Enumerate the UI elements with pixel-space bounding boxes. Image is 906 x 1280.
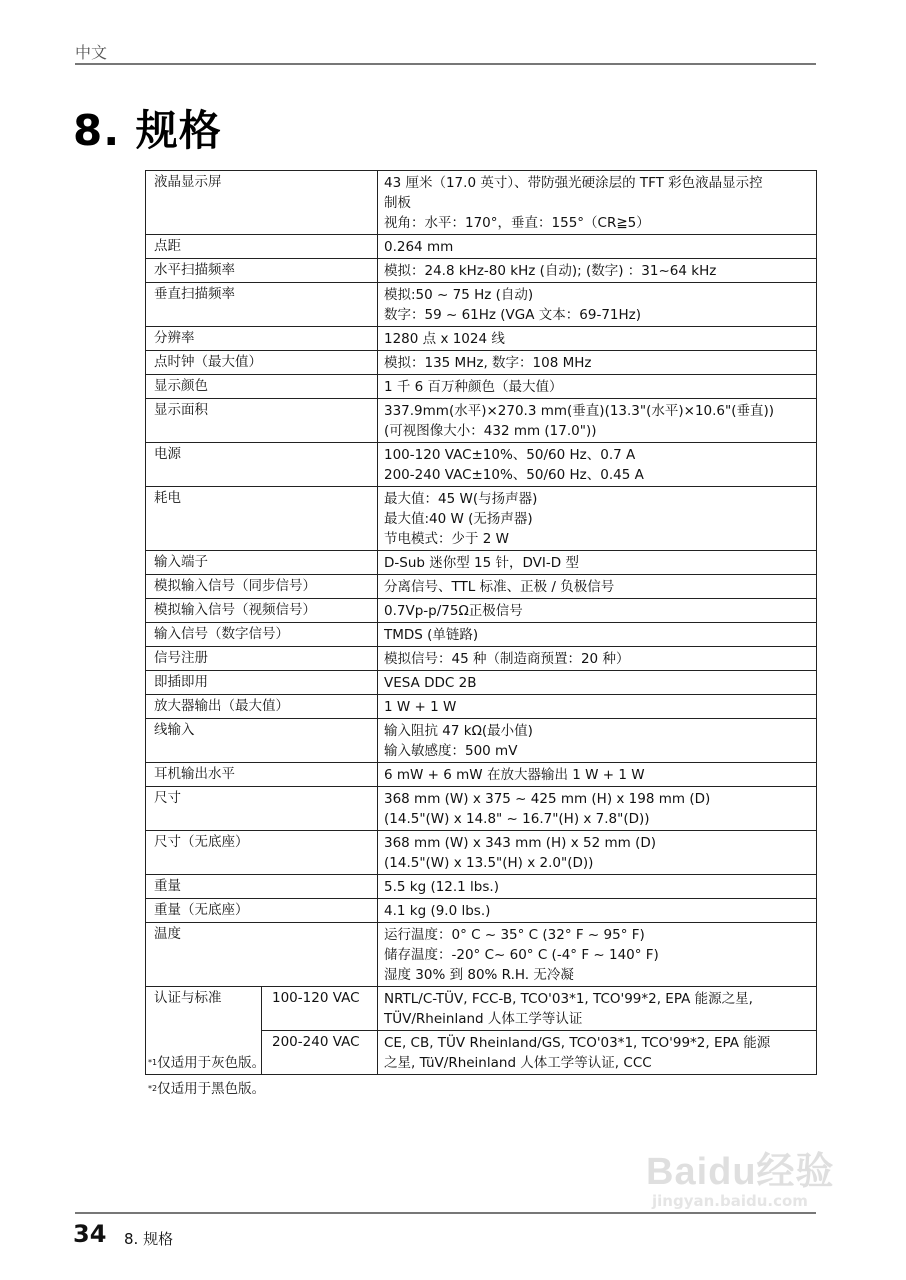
spec-label: 点距	[146, 235, 378, 259]
spec-label: 显示面积	[146, 399, 378, 443]
cert-label: 认证与标准	[146, 987, 262, 1075]
spec-value-line: 视角：水平：170°，垂直：155°（CR≧5）	[384, 215, 650, 231]
spec-value-line: 模拟：24.8 kHz-80 kHz (自动); (数字) ：31~64 kHz	[384, 263, 717, 279]
spec-row	[146, 623, 817, 647]
footnotes	[148, 1053, 265, 1105]
spec-value-line: (14.5"(W) x 14.8" ~ 16.7"(H) x 7.8"(D))	[384, 811, 650, 827]
spec-value-line: 368 mm (W) x 343 mm (H) x 52 mm (D)	[384, 835, 657, 851]
spec-value-line: 1 千 6 百万种颜色（最大值）	[384, 379, 563, 395]
spec-value-line: 最大值：45 W(与扬声器)	[384, 491, 538, 507]
spec-value-line: 制板	[384, 195, 411, 211]
spec-row	[146, 487, 817, 551]
header-language: 中文	[75, 43, 108, 62]
spec-value	[378, 171, 817, 235]
spec-table	[145, 170, 817, 1075]
spec-row	[146, 923, 817, 987]
footnote-mark: *2	[148, 1084, 158, 1093]
spec-row	[146, 399, 817, 443]
spec-label: 液晶显示屏	[146, 171, 378, 235]
spec-value	[378, 235, 817, 259]
spec-label: 尺寸（无底座）	[146, 831, 378, 875]
spec-value-line: 湿度 30% 到 80% R.H. 无冷凝	[384, 967, 574, 983]
spec-value	[378, 599, 817, 623]
spec-value-line: 337.9mm(水平)×270.3 mm(垂直)(13.3"(水平)×10.6"(垂直))	[384, 403, 775, 419]
spec-label: 耗电	[146, 487, 378, 551]
spec-label: 尺寸	[146, 787, 378, 831]
footnote-text: 仅适用于黑色版。	[157, 1081, 266, 1097]
spec-value-line: 节电模式：少于 2 W	[384, 531, 510, 547]
spec-value-line: 6 mW + 6 mW 在放大器输出 1 W + 1 W	[384, 767, 645, 783]
spec-value-line: VESA DDC 2B	[384, 675, 477, 691]
spec-value-line: 100-120 VAC±10%、50/60 Hz、0.7 A	[384, 447, 636, 463]
spec-value	[378, 623, 817, 647]
spec-value-line: 1280 点 x 1024 线	[384, 331, 505, 347]
footnote	[148, 1079, 265, 1099]
spec-value	[378, 831, 817, 875]
spec-value	[378, 443, 817, 487]
spec-label: 重量	[146, 875, 378, 899]
spec-row	[146, 283, 817, 327]
spec-value-line: 368 mm (W) x 375 ~ 425 mm (H) x 198 mm (D)	[384, 791, 711, 807]
spec-value-line: 4.1 kg (9.0 lbs.)	[384, 903, 491, 919]
spec-value-line: 输入敏感度：500 mV	[384, 743, 518, 759]
spec-label: 重量（无底座）	[146, 899, 378, 923]
spec-value	[378, 259, 817, 283]
spec-value	[378, 763, 817, 787]
spec-label: 点时钟（最大值）	[146, 351, 378, 375]
spec-label: 输入端子	[146, 551, 378, 575]
spec-value-line: 运行温度：0° C ~ 35° C (32° F ~ 95° F)	[384, 927, 645, 943]
footnote-text: 仅适用于灰色版。	[157, 1055, 266, 1071]
spec-value-line: 最大值:40 W (无扬声器)	[384, 511, 533, 527]
spec-value-line: CE, CB, TÜV Rheinland/GS, TCO'03*1, TCO'99*2, EPA 能源	[384, 1035, 771, 1051]
spec-label: 水平扫描频率	[146, 259, 378, 283]
spec-value	[378, 875, 817, 899]
spec-value	[378, 487, 817, 551]
spec-row	[146, 327, 817, 351]
spec-label: 耳机输出水平	[146, 763, 378, 787]
spec-row	[146, 235, 817, 259]
spec-label: 即插即用	[146, 671, 378, 695]
spec-value	[378, 283, 817, 327]
spec-value	[378, 719, 817, 763]
spec-value	[378, 787, 817, 831]
spec-label: 放大器输出（最大值）	[146, 695, 378, 719]
spec-row	[146, 443, 817, 487]
spec-value-line: 200-240 VAC±10%、50/60 Hz、0.45 A	[384, 467, 644, 483]
spec-value	[378, 375, 817, 399]
spec-value-line: 1 W + 1 W	[384, 699, 457, 715]
spec-value	[378, 671, 817, 695]
baidu-watermark	[646, 1140, 846, 1220]
spec-row	[146, 171, 817, 235]
footnote	[148, 1053, 265, 1073]
spec-value-line: (14.5"(W) x 13.5"(H) x 2.0"(D))	[384, 855, 594, 871]
spec-row	[146, 719, 817, 763]
spec-value-line: 数字：59 ~ 61Hz (VGA 文本：69-71Hz)	[384, 307, 642, 323]
cert-value	[378, 987, 817, 1031]
footnote-mark: *1	[148, 1058, 158, 1067]
page-number: 34	[73, 1220, 107, 1248]
spec-value-line: 5.5 kg (12.1 lbs.)	[384, 879, 499, 895]
spec-value-line: (可视图像大小：432 mm (17.0"))	[384, 423, 597, 439]
bottom-divider	[75, 1212, 816, 1214]
spec-row	[146, 671, 817, 695]
spec-value	[378, 399, 817, 443]
spec-value-line: TÜV/Rheinland 人体工学等认证	[384, 1011, 583, 1027]
spec-label: 模拟输入信号（同步信号）	[146, 575, 378, 599]
spec-value	[378, 695, 817, 719]
spec-value	[378, 327, 817, 351]
spec-value-line: 分离信号、TTL 标准、正极 / 负极信号	[384, 579, 615, 595]
spec-value-line: 之星, TüV/Rheinland 人体工学等认证, CCC	[384, 1055, 652, 1071]
spec-value-line: 储存温度：-20° C~ 60° C (-4° F ~ 140° F)	[384, 947, 659, 963]
spec-row	[146, 647, 817, 671]
spec-label: 温度	[146, 923, 378, 987]
spec-row	[146, 575, 817, 599]
spec-label: 分辨率	[146, 327, 378, 351]
spec-value-line: 输入阻抗 47 kΩ(最小值)	[384, 723, 533, 739]
page-title: 8. 规格	[73, 106, 222, 155]
footer-section-title: 8. 规格	[124, 1230, 174, 1248]
spec-value-line: 模拟:50 ~ 75 Hz (自动)	[384, 287, 534, 303]
spec-value-line: 43 厘米（17.0 英寸）、带防强光硬涂层的 TFT 彩色液晶显示控	[384, 175, 763, 191]
spec-row	[146, 787, 817, 831]
spec-value-line: 0.264 mm	[384, 239, 454, 255]
spec-row	[146, 351, 817, 375]
spec-value	[378, 923, 817, 987]
spec-value-line: D-Sub 迷你型 15 针，DVI-D 型	[384, 555, 579, 571]
watermark-url: jingyan.baidu.com	[652, 1192, 808, 1210]
spec-label: 模拟输入信号（视频信号）	[146, 599, 378, 623]
spec-row	[146, 551, 817, 575]
spec-label: 线输入	[146, 719, 378, 763]
spec-value-line: 0.7Vp-p/75Ω正极信号	[384, 603, 523, 619]
spec-label: 垂直扫描频率	[146, 283, 378, 327]
spec-value	[378, 351, 817, 375]
spec-label: 显示颜色	[146, 375, 378, 399]
spec-value-line: TMDS (单链路)	[384, 627, 479, 643]
spec-label: 电源	[146, 443, 378, 487]
spec-value-line: 模拟信号：45 种（制造商预置：20 种）	[384, 651, 630, 667]
spec-row	[146, 899, 817, 923]
baidu-logo: Baidu经验	[646, 1151, 835, 1193]
cert-value	[378, 1031, 817, 1075]
cert-voltage: 200-240 VAC	[262, 1031, 378, 1075]
cert-voltage: 100-120 VAC	[262, 987, 378, 1031]
spec-row	[146, 875, 817, 899]
spec-row	[146, 259, 817, 283]
spec-value	[378, 575, 817, 599]
spec-row	[146, 763, 817, 787]
spec-value	[378, 551, 817, 575]
spec-row	[146, 599, 817, 623]
spec-row	[146, 695, 817, 719]
spec-row	[146, 831, 817, 875]
spec-value	[378, 647, 817, 671]
spec-value-line: NRTL/C-TÜV, FCC-B, TCO'03*1, TCO'99*2, EPA 能源之星,	[384, 991, 753, 1007]
spec-label: 信号注册	[146, 647, 378, 671]
spec-row	[146, 375, 817, 399]
top-divider	[75, 63, 816, 65]
spec-label: 输入信号（数字信号）	[146, 623, 378, 647]
spec-value-line: 模拟：135 MHz, 数字：108 MHz	[384, 355, 592, 371]
cert-row	[146, 987, 817, 1031]
spec-value	[378, 899, 817, 923]
